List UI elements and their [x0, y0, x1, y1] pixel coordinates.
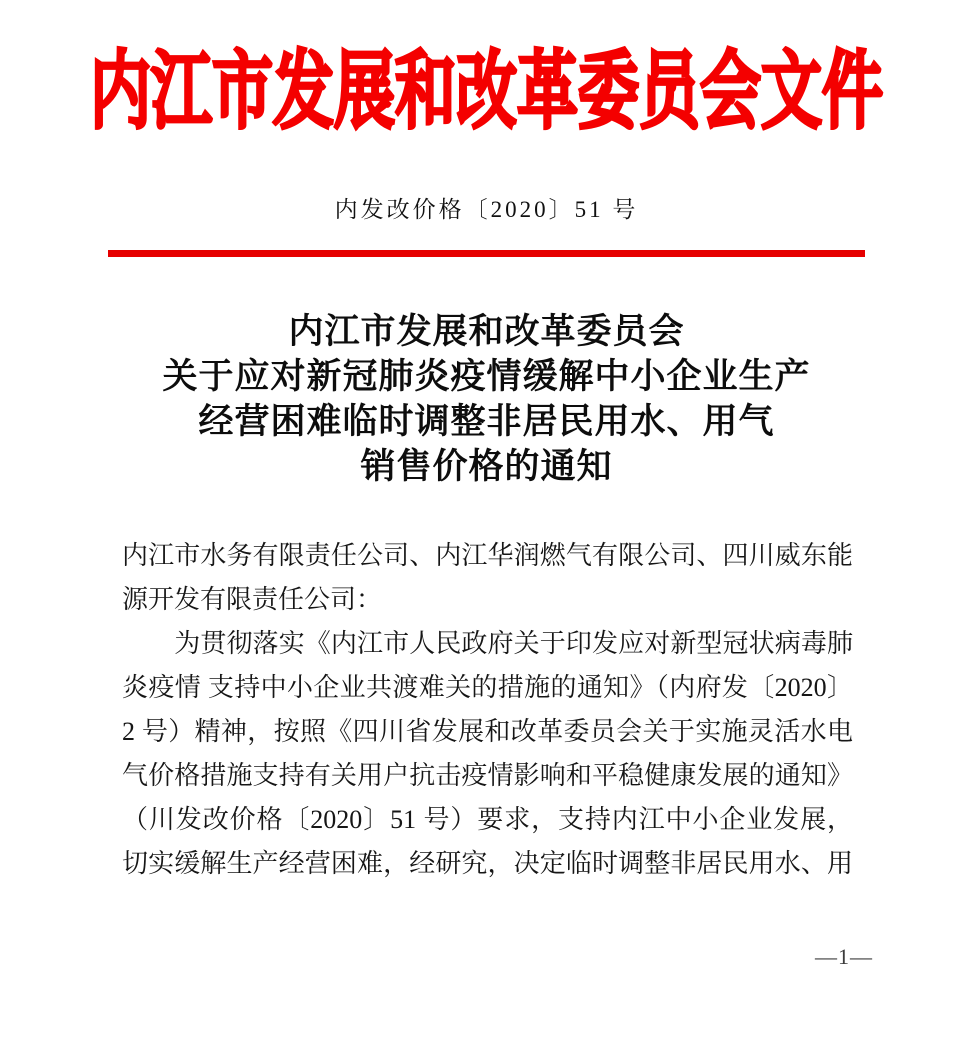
red-divider-line: [108, 250, 865, 257]
body-line: （川发改价格〔2020〕51 号）要求，支持内江中小企业发展，: [122, 805, 853, 834]
body-line: 炎疫情 支持中小企业共渡难关的措施的通知》（内府发〔2020〕: [122, 673, 853, 702]
body-line: 为贯彻落实《内江市人民政府关于印发应对新型冠状病毒肺: [122, 629, 853, 658]
title-line: 关于应对新冠肺炎疫情缓解中小企业生产: [162, 357, 811, 396]
body-line-recipients: 内江市水务有限责任公司、内江华润燃气有限公司、四川威东能: [122, 541, 853, 570]
title-line: 销售价格的通知: [360, 447, 613, 486]
body-line: 切实缓解生产经营困难，经研究，决定临时调整非居民用水、用: [122, 849, 853, 878]
body-line: 2 号）精神，按照《四川省发展和改革委员会关于实施灵活水电: [122, 717, 853, 746]
body-line: 气价格措施支持有关用户抗击疫情影响和平稳健康发展的通知》: [122, 761, 853, 790]
agency-banner-title: 内江市发展和改革委员会文件: [89, 46, 883, 141]
document-title: [0, 309, 973, 489]
document-number: 内发改价格〔2020〕51 号: [334, 197, 639, 222]
title-line: 内江市发展和改革委员会: [288, 312, 685, 351]
body-line-recipients: 源开发有限责任公司：: [122, 585, 383, 614]
page-number: —1—: [815, 944, 873, 969]
title-line: 经营困难临时调整非居民用水、用气: [198, 402, 775, 441]
document-body: [122, 534, 853, 886]
